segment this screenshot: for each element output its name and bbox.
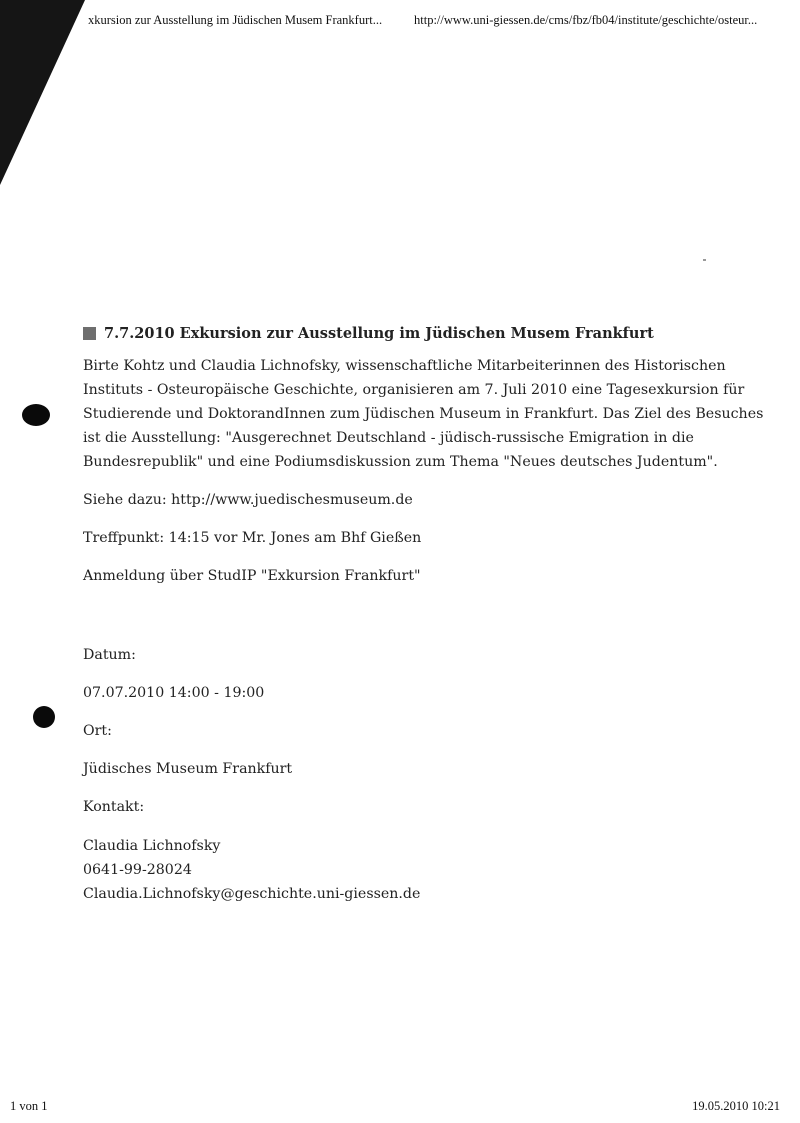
date-value: 07.07.2010 14:00 - 19:00 — [83, 685, 265, 701]
registration-info: Anmeldung über StudIP "Exkursion Frankfurt" — [83, 568, 421, 584]
bullet-square-icon — [83, 327, 96, 340]
meeting-point: Treffpunkt: 14:15 vor Mr. Jones am Bhf Gießen — [83, 530, 422, 546]
place-value: Jüdisches Museum Frankfurt — [83, 761, 293, 777]
contact-label: Kontakt: — [83, 799, 145, 815]
print-header-title: xkursion zur Ausstellung im Jüdischen Musem Frankfurt... — [88, 13, 383, 27]
contact-phone: 0641-99-28024 — [83, 862, 192, 878]
contact-name: Claudia Lichnofsky — [83, 838, 221, 854]
article-title: 7.7.2010 Exkursion zur Ausstellung im Jüdischen Musem Frankfurt — [104, 324, 654, 342]
contact-email[interactable]: Claudia.Lichnofsky@geschichte.uni-giessen.de — [83, 886, 421, 902]
punch-hole-top — [22, 404, 50, 426]
folded-corner — [0, 0, 85, 185]
body-line-2: Instituts - Osteuropäische Geschichte, organisieren am 7. Juli 2010 eine Tagesexkursion für — [83, 382, 745, 398]
body-line-1: Birte Kohtz und Claudia Lichnofsky, wissenschaftliche Mitarbeiterinnen des Historischen — [83, 358, 726, 374]
date-label: Datum: — [83, 647, 136, 663]
scan-speck — [703, 259, 706, 261]
see-also-link[interactable]: Siehe dazu: http://www.juedischesmuseum.de — [83, 492, 413, 508]
body-line-5: Bundesrepublik" und eine Podiumsdiskussion zum Thema "Neues deutsches Judentum". — [83, 454, 718, 470]
punch-hole-bottom — [33, 706, 55, 728]
print-header-url: http://www.uni-giessen.de/cms/fbz/fb04/institute/geschichte/osteur... — [414, 13, 758, 27]
place-label: Ort: — [83, 723, 112, 739]
body-line-3: Studierende und DoktorandInnen zum Jüdischen Museum in Frankfurt. Das Ziel des Besuches — [83, 406, 764, 422]
article-heading — [83, 322, 723, 344]
print-footer-page: 1 von 1 — [10, 1099, 48, 1113]
body-line-4: ist die Ausstellung: "Ausgerechnet Deutschland - jüdisch-russische Emigration in die — [83, 430, 694, 446]
print-footer-timestamp: 19.05.2010 10:21 — [692, 1099, 780, 1113]
article-content — [83, 322, 764, 902]
